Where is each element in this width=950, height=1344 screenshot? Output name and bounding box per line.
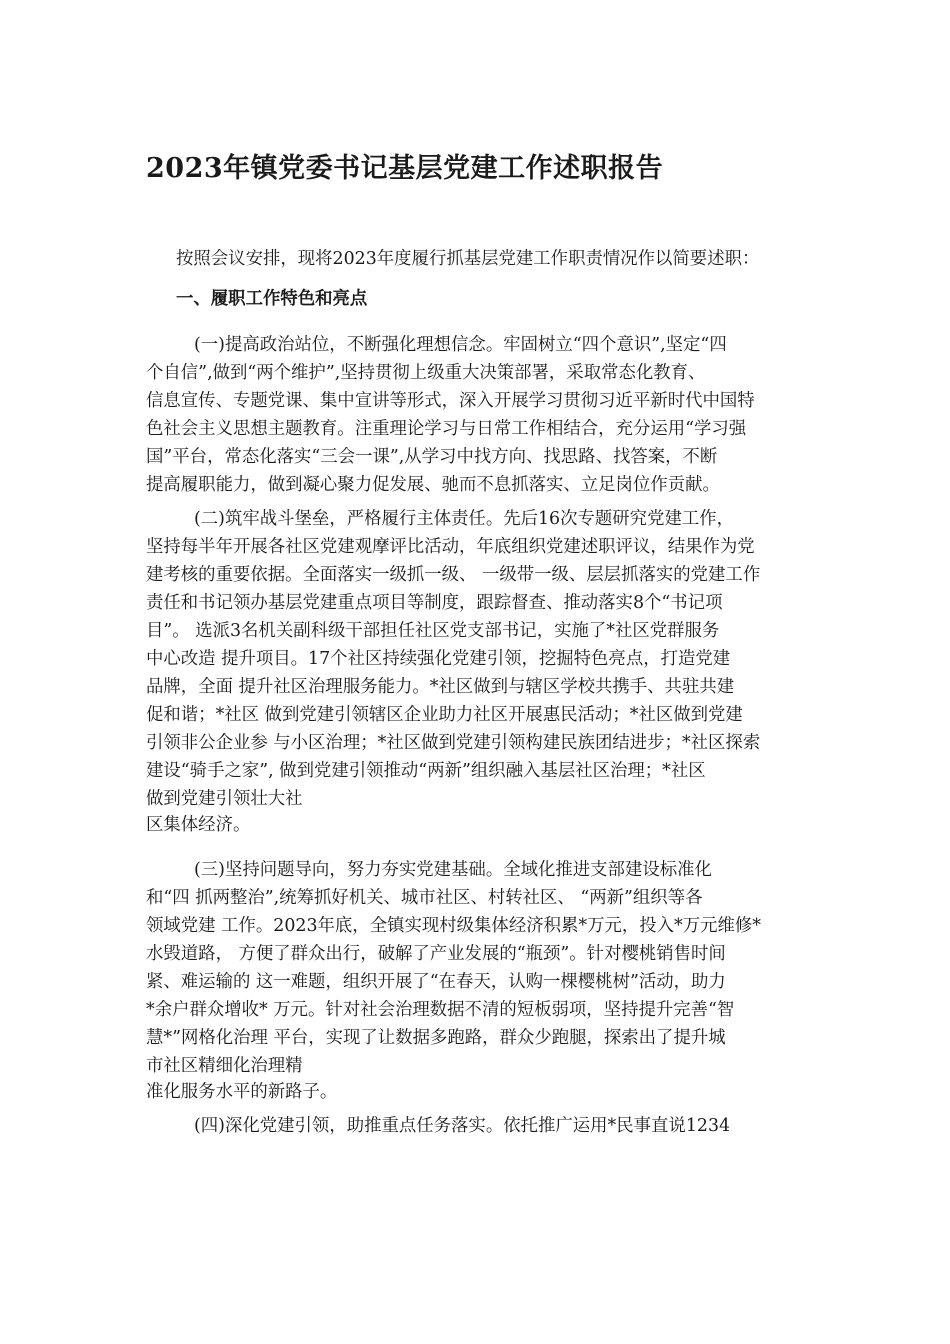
paragraph-1-line: 信息宣传、专题党课、集中宣讲等形式，深入开展学习贯彻习近平新时代中国特	[146, 391, 755, 411]
paragraph-3-line: 慧*”网格化治理 平台，实现了让数据多跑路，群众少跑腿，探索出了提升城	[146, 1028, 726, 1048]
paragraph-2-line: 建设“骑手之家”, 做到党建引领推动“两新”组织融入基层社区治理；*社区	[146, 761, 706, 781]
paragraph-4-line: (四)深化党建引领，助推重点任务落实。依托推广运用*民事直说1234	[194, 1116, 731, 1136]
intro-paragraph: 按照会议安排，现将2023年度履行抓基层党建工作职责情况作以简要述职：	[176, 249, 760, 269]
paragraph-3-line: 水毁道路， 方便了群众出行，破解了产业发展的“瓶颈”。针对樱桃销售时间	[146, 944, 726, 964]
paragraph-2-line: 区集体经济。	[146, 815, 251, 835]
paragraph-2-line: 责任和书记领办基层党建重点项目等制度，跟踪督查、推动落实8个“书记项	[146, 593, 723, 613]
paragraph-1-line: (一)提高政治站位，不断强化理想信念。牢固树立“四个意识”,坚定“四	[194, 335, 727, 355]
paragraph-2-line: 品牌，全面 提升社区治理服务能力。*社区做到与辖区学校共携手、共驻共建	[146, 677, 735, 697]
paragraph-1-line: 国”平台，常态化落实“三会一课”,从学习中找方向、找思路、找答案，不断	[146, 447, 718, 467]
page-title: 2023年镇党委书记基层党建工作述职报告	[146, 153, 664, 184]
paragraph-2-line: (二)筑牢战斗堡垒，严格履行主体责任。先后16次专题研究党建工作，	[194, 509, 735, 529]
paragraph-3-line: (三)坚持问题导向，努力夯实党建基础。全域化推进支部建设标准化	[194, 860, 712, 880]
paragraph-3-line: 紧、难运输的 这一难题，组织开展了“在春天，认购一棵樱桃树”活动，助力	[146, 972, 726, 992]
paragraph-3-line: 准化服务水平的新路子。	[146, 1082, 338, 1102]
paragraph-2-line: 引领非公企业参 与小区治理；*社区做到党建引领构建民族团结进步；*社区探索	[146, 733, 761, 753]
paragraph-3-line: *余户群众增收* 万元。针对社会治理数据不清的短板弱项，坚持提升完善“智	[146, 1000, 735, 1020]
paragraph-1-line: 个自信”,做到“两个维护”,坚持贯彻上级重大决策部署，采取常态化教育、	[146, 363, 706, 383]
paragraph-2-line: 中心改造 提升项目。17个社区持续强化党建引领，挖掘特色亮点，打造党建	[146, 649, 731, 669]
paragraph-2-line: 促和谐；*社区 做到党建引领辖区企业助力社区开展惠民活动；*社区做到党建	[146, 705, 743, 725]
paragraph-2-line: 坚持每半年开展各社区党建观摩评比活动，年底组织党建述职评议，结果作为党	[146, 537, 755, 557]
paragraph-1-line: 色社会主义思想主题教育。注重理论学习与日常工作相结合，充分运用“学习强	[146, 419, 747, 439]
paragraph-2-line: 做到党建引领壮大社	[146, 789, 303, 809]
paragraph-3-line: 市社区精细化治理精	[146, 1056, 303, 1076]
section-heading: 一、履职工作特色和亮点	[176, 289, 368, 309]
paragraph-2-line: 目”。 选派3名机关副科级干部担任社区党支部书记，实施了*社区党群服务	[146, 621, 720, 641]
paragraph-3-line: 领域党建 工作。2023年底，全镇实现村级集体经济积累*万元，投入*万元维修*	[146, 916, 761, 936]
paragraph-1-line: 提高履职能力，做到凝心聚力促发展、驰而不息抓落实、立足岗位作贡献。	[146, 475, 720, 495]
paragraph-3-line: 和“四 抓两整治”,统筹抓好机关、城市社区、村转社区、 “两新”组织等各	[146, 888, 703, 908]
paragraph-2-line: 建考核的重要依据。全面落实一级抓一级、 一级带一级、层层抓落实的党建工作	[146, 565, 761, 585]
